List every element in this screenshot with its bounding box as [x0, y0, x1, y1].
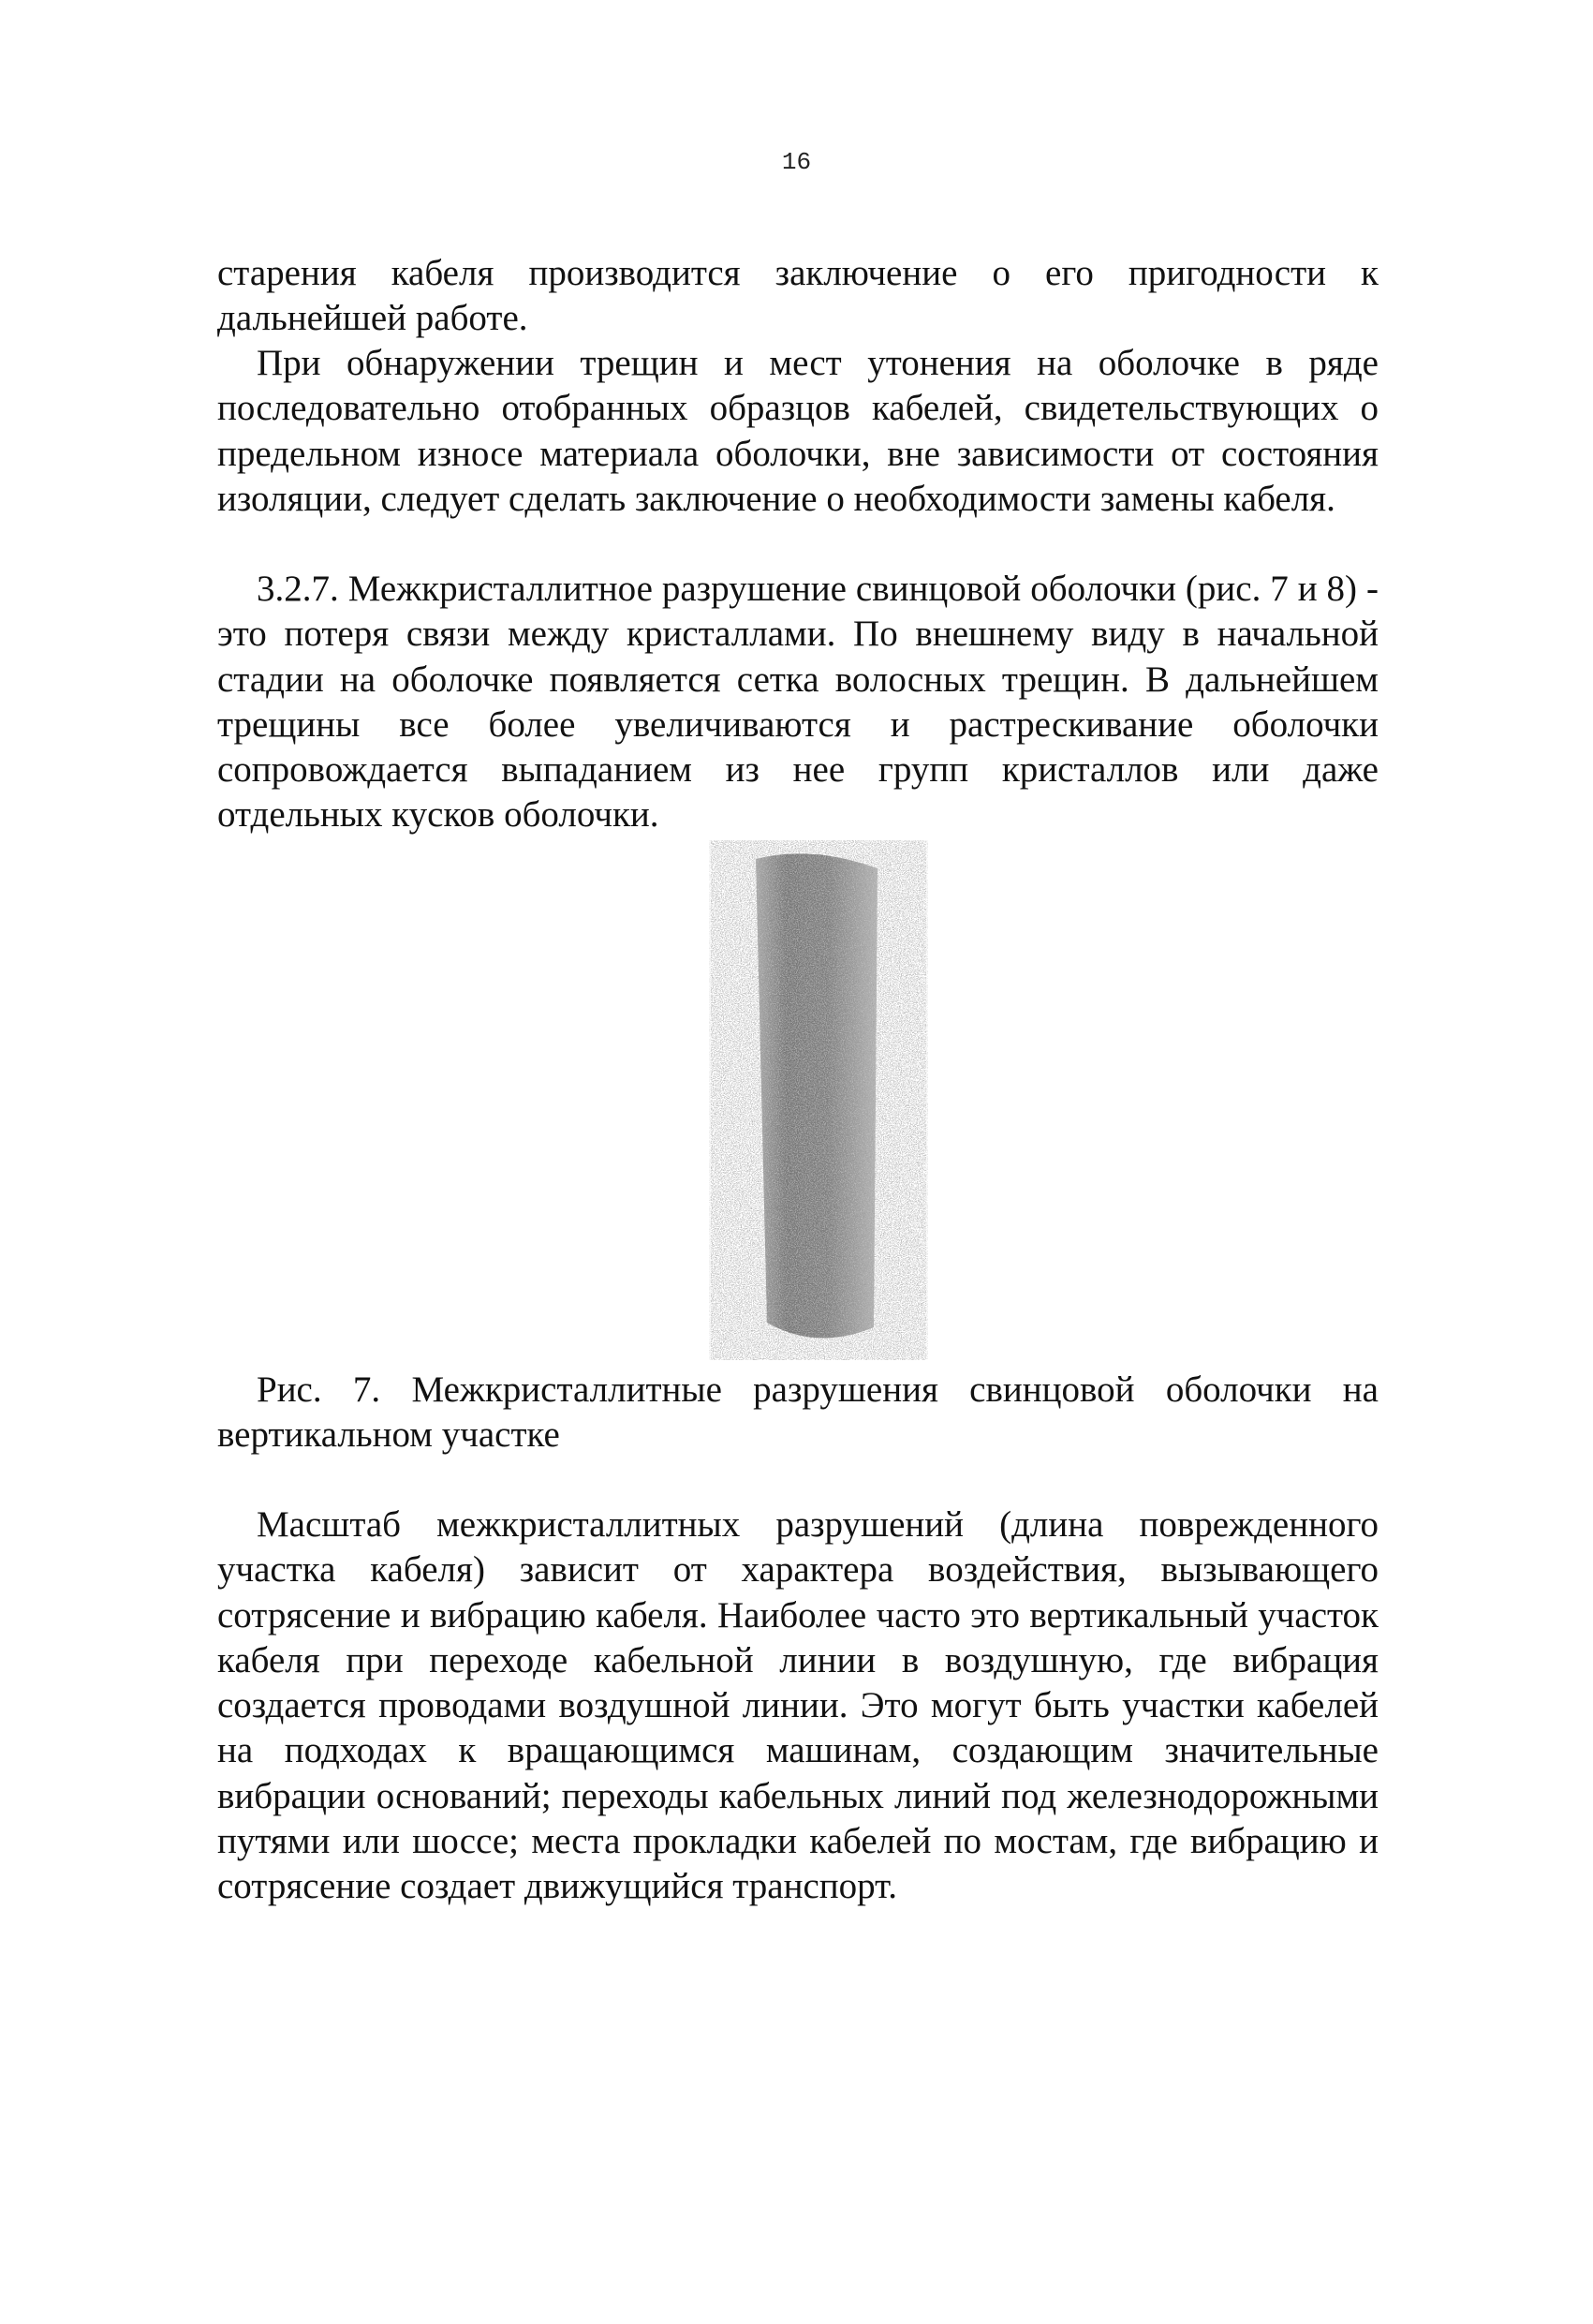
figure-lead-sheath-photo [709, 840, 928, 1360]
paragraph-continuation: старения кабеля производится заключение о его пригодности к дальнейшей работе. [217, 253, 1379, 339]
paragraph-damage-scale: Масштаб межкристаллитных разрушений (длина поврежденного участка кабеля) зависит от характера воздействия, вызывающего сотрясение и вибрацию кабеля. Наиболее часто это вертикальный участок кабеля при переходе кабельной линии в воздушную, где вибрация создается проводами воздушной линии. Это могут быть участки кабелей на подходах к вращающимся машинам, создающим значительные вибрации оснований; переходы кабельных линий под железнодорожными путями или шоссе; места прокладки кабелей по мостам, где вибрацию и сотрясение создает движущийся транспорт. [217, 1504, 1379, 1907]
paragraph-intercrystalline-destruction: 3.2.7. Межкристаллитное разрушение свинцовой оболочки (рис. 7 и 8) - это потеря связи между кристаллами. По внешнему виду в начальной стадии на оболочке появляется сетка волосных трещин. В дальнейшем трещины все более увеличиваются и растрескивание оболочки сопровождается выпаданием из нее групп кристаллов или даже отдельных кусков оболочки. [217, 569, 1379, 836]
figure-caption: Рис. 7. Межкристаллитные разрушения свинцовой оболочки на вертикальном участке [217, 1369, 1379, 1456]
page-number: 16 [781, 148, 812, 176]
paragraph-sheath-cracks: При обнаружении трещин и мест утонения на оболочке в ряде последовательно отобранных образцов кабелей, свидетельствующих о предельном износе материала оболочки, вне зависимости от состояния изоляции, следует сделать заключение о необходимости замены кабеля. [217, 343, 1379, 519]
